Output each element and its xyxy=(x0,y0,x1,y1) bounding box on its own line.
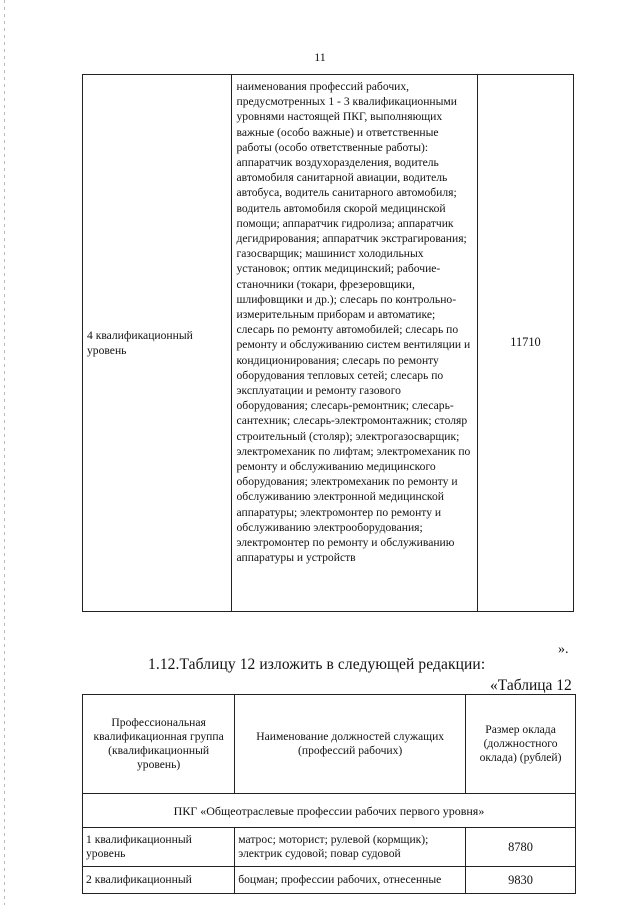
table-row xyxy=(83,867,576,894)
professions-cell: наименования профессий рабочих, предусмотренных 1 - 3 квалификационными уровнями настоящей ПКГ, выполняющих важные (особо важные) и ответственные работы (особо ответственные работы): аппаратчик воздухоразделения, водитель автомобиля санитарной авиации, водитель автобуса, водитель санитарного автомобиля; водитель автомобиля скорой медицинской помощи; аппаратчик гидролиза; аппаратчик дегидрирования; аппаратчик экстрагирования; газосварщик; машинист холодильных установок; оптик медицинский; рабочие-станочники (токари, фрезеровщики, шлифовщики и др.); слесарь по контрольно-измерительным приборам и автоматике; слесарь по ремонту автомобилей; слесарь по ремонту и обслуживанию систем вентиляции и кондиционирования; слесарь по ремонту оборудования тепловых сетей; слесарь по эксплуатации и ремонту газового оборудования; слесарь-ремонтник; слесарь-сантехник; слесарь-электромонтажник; столяр строительный (столяр); электрогазосварщик; электромеханик по лифтам; электромеханик по ремонту и обслуживанию медицинского оборудования; электромеханик по ремонту и обслуживанию электронной медицинской аппаратуры; электромонтер по ремонту и обслуживанию электрооборудования; электромонтер по ремонту и обслуживанию аппаратуры и устройств xyxy=(231,75,478,612)
table-row xyxy=(83,75,574,612)
salary-cell: 8780 xyxy=(466,828,576,867)
table-12 xyxy=(82,694,576,894)
table-row xyxy=(83,828,576,867)
professions-cell: боцман; профессии рабочих, отнесенные xyxy=(235,867,466,894)
page-number: 11 xyxy=(314,50,326,64)
salary-cell: 11710 xyxy=(478,75,574,612)
scan-edge-mark xyxy=(4,0,5,905)
table-11-continuation xyxy=(82,74,574,612)
group-title-cell: ПКГ «Общеотраслевые профессии рабочих первого уровня» xyxy=(83,794,576,828)
qualification-level-cell: 1 квалификационный уровень xyxy=(83,828,235,867)
header-positions: Наименование должностей служащих (профессий рабочих) xyxy=(235,695,466,794)
qualification-level-cell: 2 квалификационный xyxy=(83,867,235,894)
header-salary: Размер оклада (должностного оклада) (рублей) xyxy=(466,695,576,794)
table-group-row xyxy=(83,794,576,828)
qualification-level-cell: 4 квалификационный уровень xyxy=(83,75,232,612)
amendment-instruction: 1.12.Таблицу 12 изложить в следующей редакции: xyxy=(148,656,486,673)
closing-quote: ». xyxy=(558,642,569,657)
salary-cell: 9830 xyxy=(466,867,576,894)
professions-cell: матрос; моторист; рулевой (кормщик); электрик судовой; повар судовой xyxy=(235,828,466,867)
table-header-row xyxy=(83,695,576,794)
header-qualification-group: Профессиональная квалификационная группа (квалификационный уровень) xyxy=(83,695,235,794)
table-12-caption: «Таблица 12 xyxy=(490,677,572,694)
